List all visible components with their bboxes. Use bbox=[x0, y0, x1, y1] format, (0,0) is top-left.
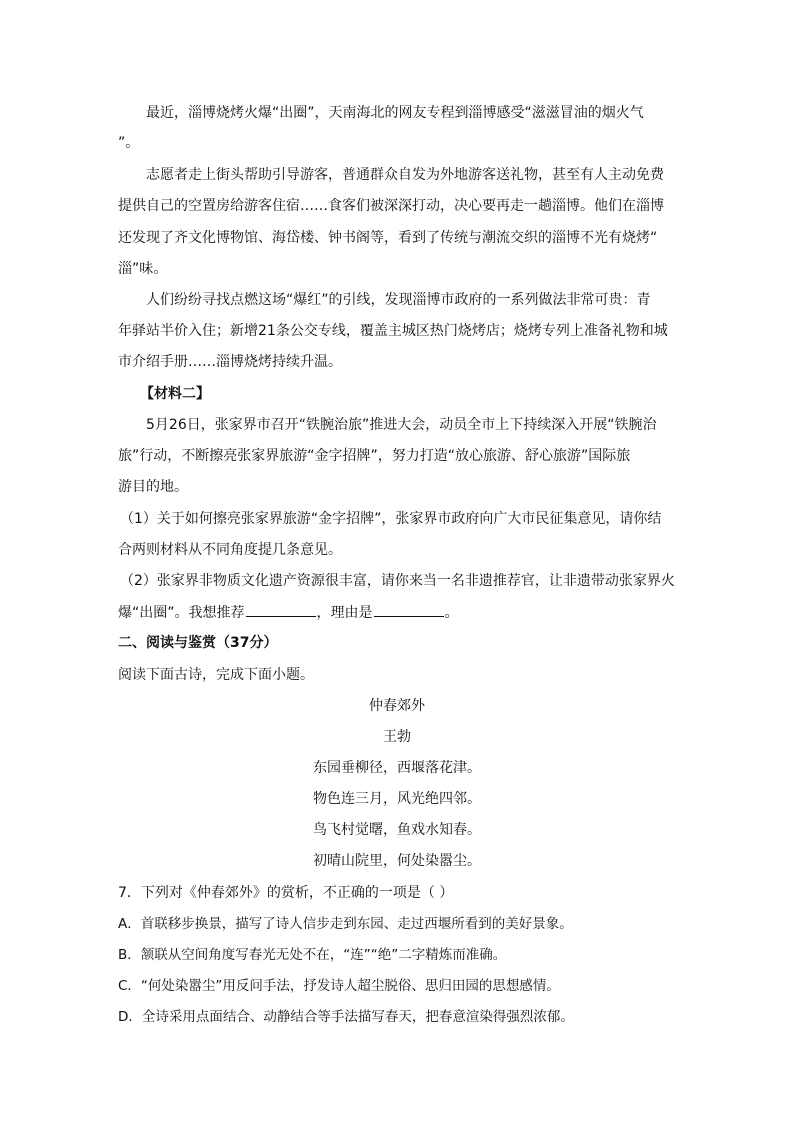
question7-stem: 7．下列对《仲春郊外》的赏析，不正确的一项是（ ） bbox=[118, 885, 454, 901]
question7-option-b[interactable]: B．颔联从空间角度写春光无处不在，“连”“绝”二字精炼而准确。 bbox=[118, 947, 507, 963]
material1-p3-line3: 市介绍手册……淄博烧烤持续升温。 bbox=[118, 354, 342, 370]
material2-p1-line1: 5月26日，张家界市召开“铁腕治旅”推进大会，动员全市上下持续深入开展“铁腕治 bbox=[146, 417, 657, 433]
material2-p1-line2: 旅”行动，不断擦亮张家界旅游“金字招牌”，努力打造“放心旅游、舒心旅游”国际旅 bbox=[118, 448, 631, 464]
recommend-blank[interactable] bbox=[246, 602, 316, 617]
question7-option-c[interactable]: C．“何处染嚣尘”用反问手法，抒发诗人超尘脱俗、思归田园的思想感情。 bbox=[118, 978, 560, 994]
poem-line: 鸟飞村觉曙，鱼戏水知春。 bbox=[313, 822, 481, 838]
question1-line2: 合两则材料从不同角度提几条意见。 bbox=[118, 542, 342, 558]
material1-p2-line1: 志愿者走上街头帮助引导游客，普通群众自发为外地游客送礼物，甚至有人主动免费 bbox=[146, 167, 664, 183]
material1-p2-line4: 淄”味。 bbox=[118, 261, 168, 277]
poem-line: 东园垂柳径，西堰落花津。 bbox=[313, 760, 481, 776]
question2-text-b: ，理由是 bbox=[316, 605, 373, 621]
material2-p1-line3: 游目的地。 bbox=[118, 479, 188, 495]
material2-heading: 【材料二】 bbox=[140, 386, 210, 402]
material1-p3-line2: 年驿站半价入住；新增21条公交专线，覆盖主城区热门烧烤店；烧烤专列上准备礼物和城 bbox=[118, 323, 668, 339]
question2-line1: （2）张家界非物质文化遗产资源很丰富，请你来当一名非遗推荐官，让非遗带动张家界火 bbox=[120, 573, 675, 589]
poem-author: 王勃 bbox=[383, 729, 411, 745]
question1-line1: （1）关于如何擦亮张家界旅游“金字招牌”，张家界市政府向广大市民征集意见，请你结 bbox=[120, 511, 662, 527]
section2-heading: 二、阅读与鉴赏（37分） bbox=[118, 635, 278, 651]
material1-p1-line1: 最近，淄博烧烤火爆“出圈”，天南海北的网友专程到淄博感受“滋滋冒油的烟火气 bbox=[146, 105, 644, 121]
poem-line: 物色连三月，风光绝四邻。 bbox=[313, 791, 481, 807]
question2-text-c: 。 bbox=[444, 605, 459, 621]
question7-option-a[interactable]: A．首联移步换景，描写了诗人信步走到东园、走过西堰所看到的美好景象。 bbox=[118, 916, 573, 932]
material1-p1-line2: ”。 bbox=[118, 135, 140, 151]
question2-text-a: 爆“出圈”。我想推荐 bbox=[118, 605, 245, 621]
question7-option-d[interactable]: D．全诗采用点面结合、动静结合等手法描写春天，把春意渲染得强烈浓郁。 bbox=[118, 1009, 574, 1025]
reason-blank[interactable] bbox=[374, 602, 444, 617]
question2-line2 bbox=[118, 602, 678, 623]
material1-p3-line1: 人们纷纷寻找点燃这场“爆红”的引线，发现淄博市政府的一系列做法非常可贵：青 bbox=[146, 292, 651, 308]
poem-line: 初晴山院里，何处染嚣尘。 bbox=[313, 853, 481, 869]
material1-p2-line2: 提供自己的空置房给游客住宿……食客们被深深打动，决心要再走一趟淄博。他们在淄博 bbox=[118, 198, 664, 214]
material1-p2-line3: 还发现了齐文化博物馆、海岱楼、钟书阁等，看到了传统与潮流交织的淄博不光有烧烤“ bbox=[118, 230, 658, 246]
section2-instruction: 阅读下面古诗，完成下面小题。 bbox=[118, 667, 314, 683]
poem-title: 仲春郊外 bbox=[369, 698, 425, 714]
